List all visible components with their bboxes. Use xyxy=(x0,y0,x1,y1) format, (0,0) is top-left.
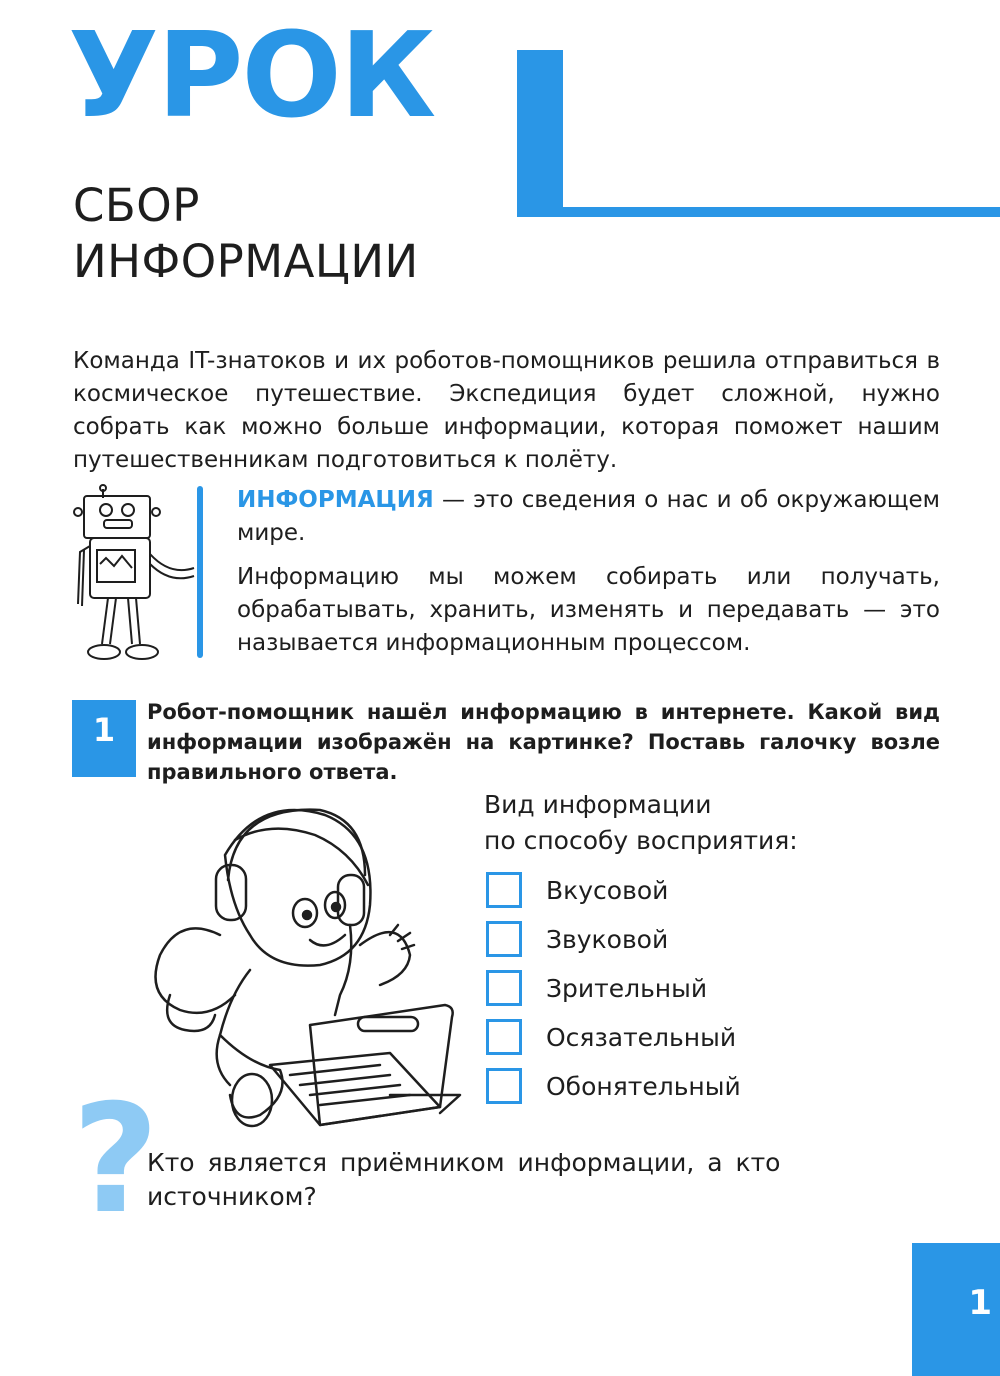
definition-block xyxy=(237,484,940,671)
checkbox[interactable] xyxy=(486,921,522,957)
robot-illustration xyxy=(70,484,196,664)
lesson-number xyxy=(470,0,590,200)
option-label: Осязательный xyxy=(546,1023,737,1052)
task-number-badge: 1 xyxy=(72,700,136,777)
question-mark-icon: ? xyxy=(72,1073,160,1247)
checkbox[interactable] xyxy=(486,1019,522,1055)
option-label: Звуковой xyxy=(546,925,669,954)
option-visual[interactable] xyxy=(484,968,784,1012)
option-taste[interactable] xyxy=(484,870,784,914)
intro-paragraph: Команда IT-знатоков и их роботов-помощников решила отправиться в космическое путешествие. Экспедиция будет сложной, нужно собрать как можно больше информации, которая поможет нашим путешественникам подготовиться к полёту. xyxy=(73,348,940,473)
definition-accent-bar xyxy=(197,486,203,658)
option-label: Вкусовой xyxy=(546,876,669,905)
definition-term: ИНФОРМАЦИЯ xyxy=(237,487,434,513)
checkbox[interactable] xyxy=(486,1068,522,1104)
page-number: 1 xyxy=(968,1283,992,1323)
lesson-title: СБОР ИНФОРМАЦИИ xyxy=(73,179,419,288)
definition-text: — это сведения о нас и об окружающем мире. xyxy=(237,487,940,546)
bonus-question: Кто является приёмником информации, а кто источником? xyxy=(147,1148,781,1211)
definition-paragraph-2: Информацию мы можем собирать или получать, обрабатывать, хранить, изменять и передавать — это называется информационным процессом. xyxy=(237,564,940,656)
task-instruction: Робот-помощник нашёл информацию в интернете. Какой вид информации изображён на картинке? Поставь галочку возле правильного ответа. xyxy=(147,700,940,784)
definition-paragraph xyxy=(237,484,940,550)
page-number-tab xyxy=(912,1243,1000,1376)
checkbox[interactable] xyxy=(486,970,522,1006)
lesson-word: УРОК xyxy=(68,6,435,144)
options-heading: Вид информации по способу восприятия: xyxy=(484,790,798,855)
boy-with-laptop-illustration xyxy=(140,795,470,1135)
option-label: Зрительный xyxy=(546,974,708,1003)
checkbox[interactable] xyxy=(486,872,522,908)
lesson-underline xyxy=(555,207,1000,217)
option-smell[interactable] xyxy=(484,1066,784,1110)
option-touch[interactable] xyxy=(484,1017,784,1061)
option-sound[interactable] xyxy=(484,919,784,963)
option-label: Обонятельный xyxy=(546,1072,741,1101)
